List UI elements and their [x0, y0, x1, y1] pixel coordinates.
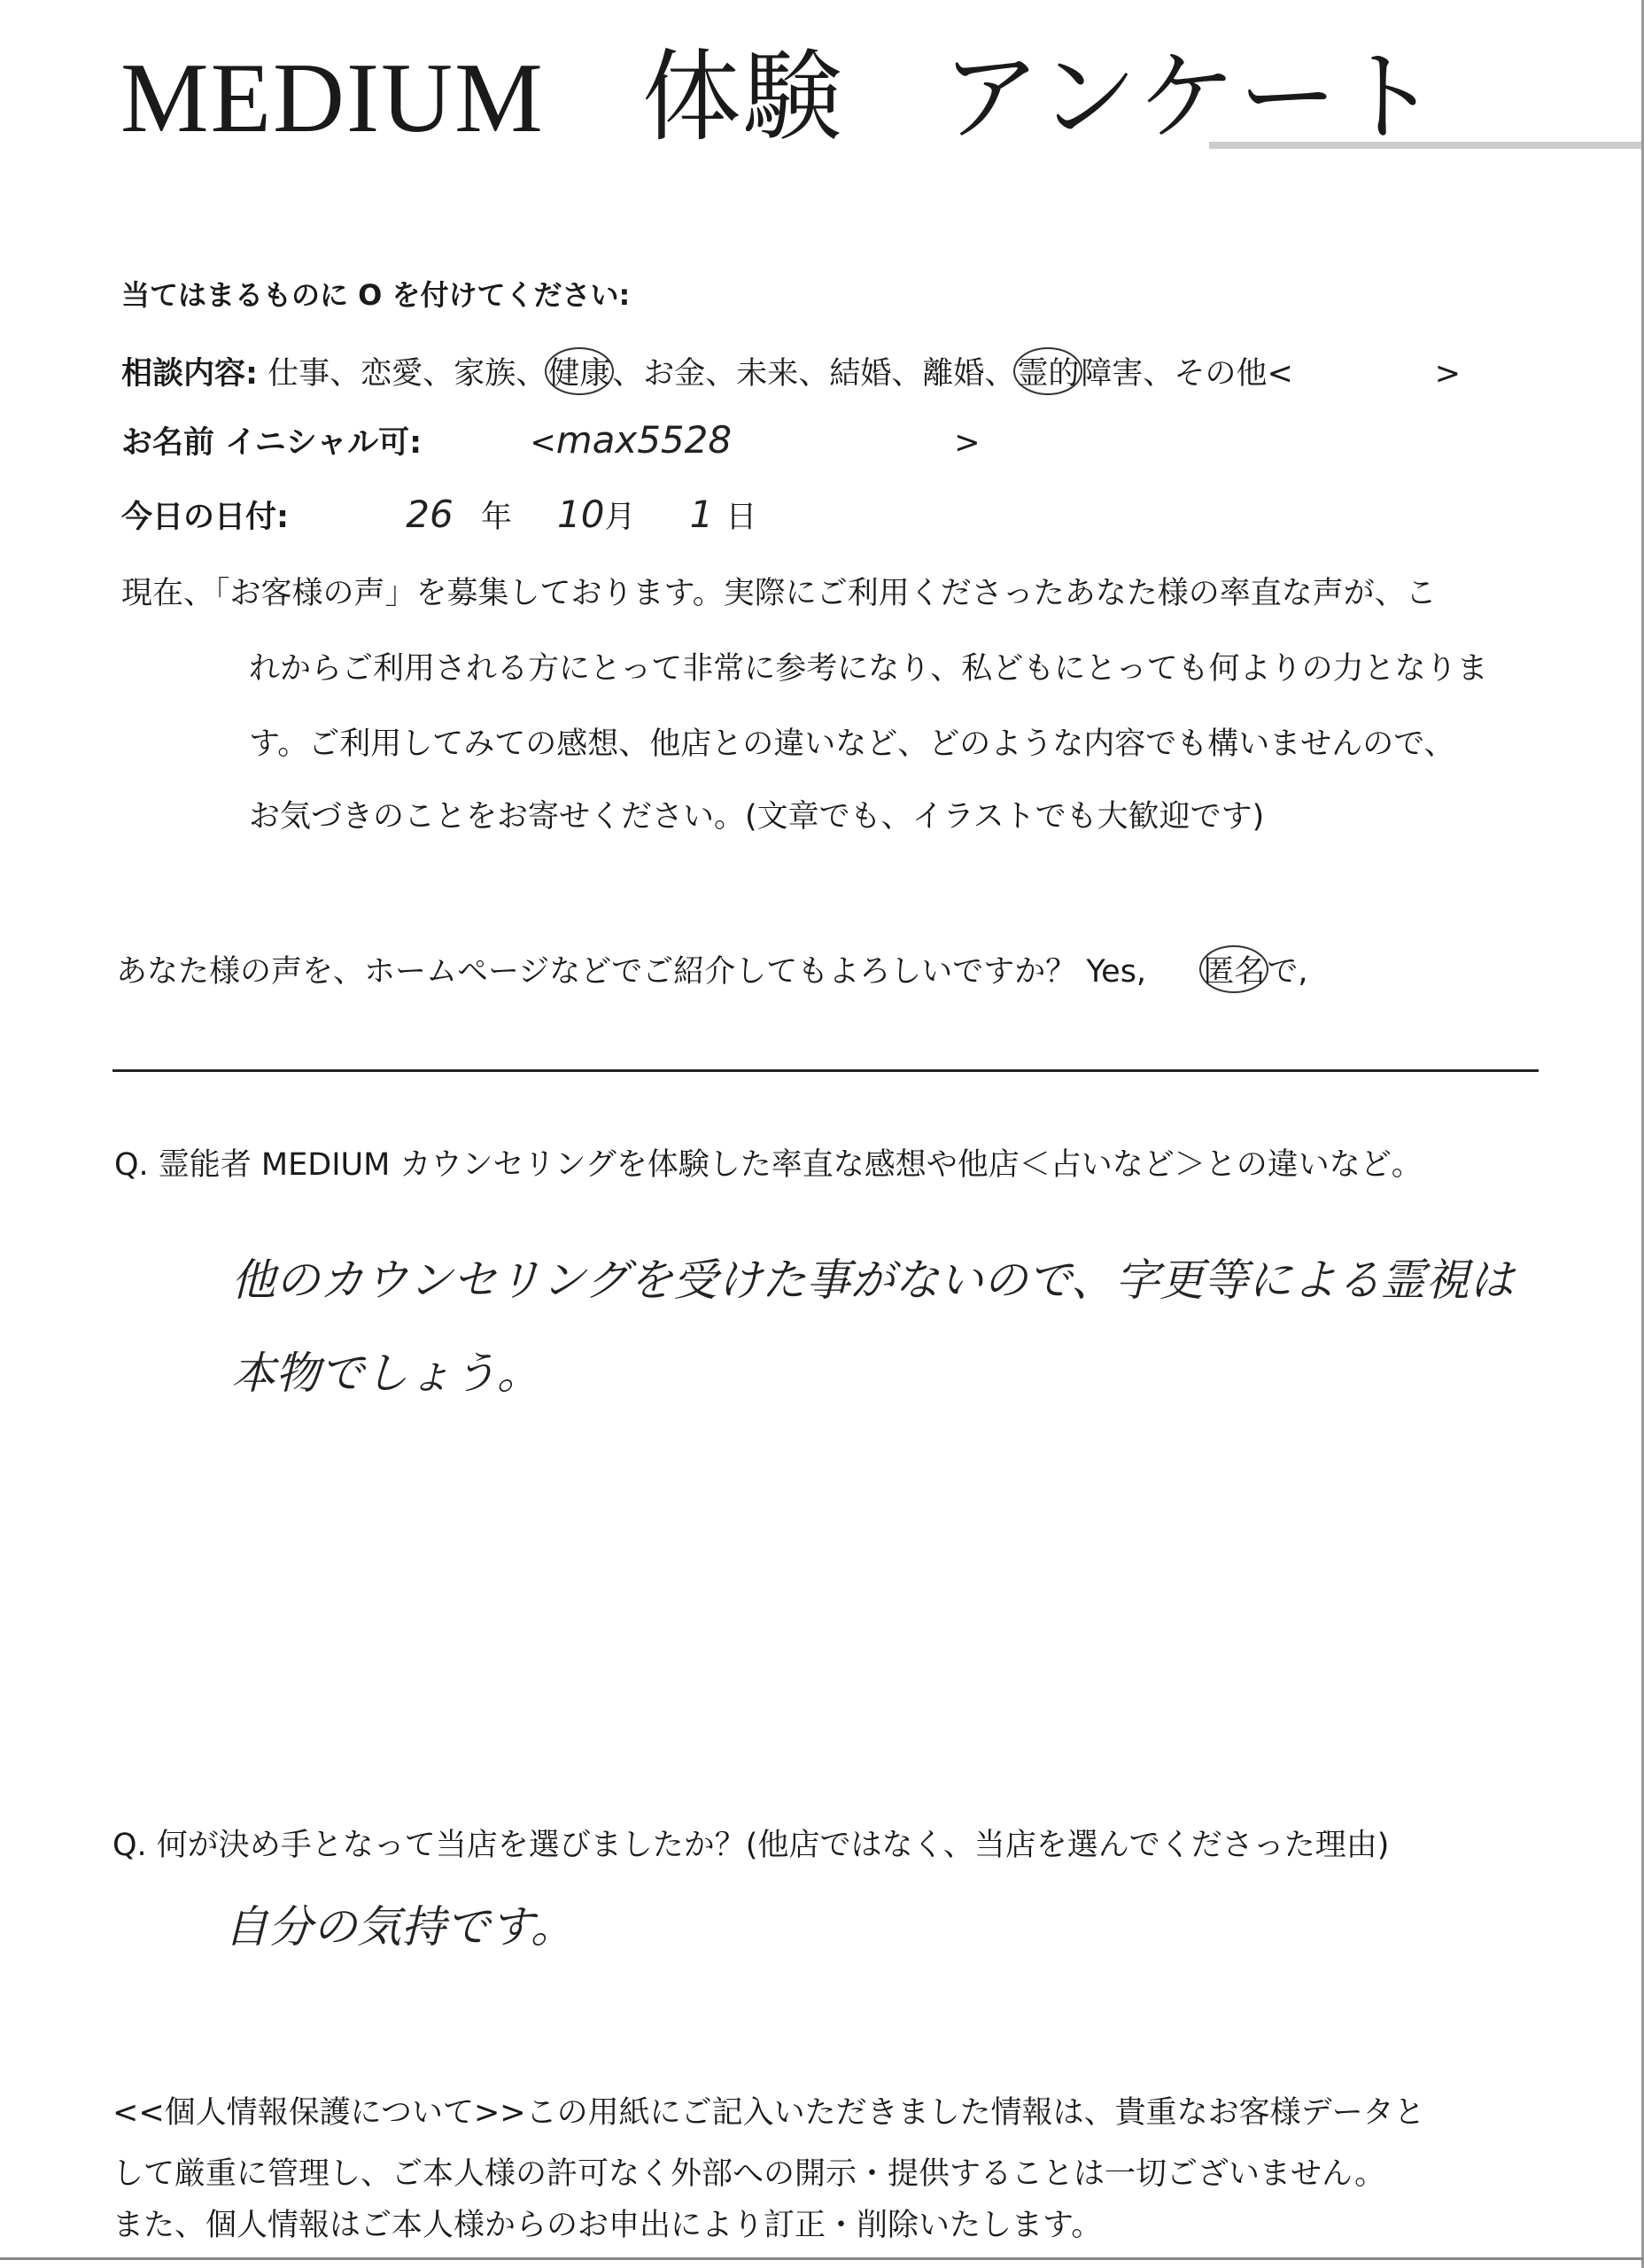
- consult-option: 離婚: [922, 356, 985, 392]
- consult-option: 健康: [545, 347, 614, 395]
- name-row: [121, 418, 981, 462]
- consent-question: あなた様の声を、ホームページなどでご紹介してもよろしいですか？ Yes,: [116, 954, 1147, 990]
- q1-answer-line: 本物でしょう。: [231, 1348, 541, 1399]
- date-row: [121, 493, 756, 537]
- consult-option: お金: [643, 356, 706, 392]
- q2-question: Q. 何が決め手となって当店を選びましたか？(他店ではなく、当店を選んでくださった理由): [112, 1828, 1390, 1863]
- scan-bottom-edge: [0, 2257, 1644, 2260]
- date-label: 今日の日付:: [121, 500, 289, 535]
- date-day: 1: [689, 493, 714, 536]
- title-word1: 体験: [641, 43, 844, 153]
- name-value: max5528: [555, 418, 733, 462]
- date-year: 26: [406, 493, 454, 536]
- separator: 、: [330, 356, 361, 392]
- instruction: 当てはまるものに O を付けてください:: [121, 278, 631, 312]
- intro-line: す。ご利用してみての感想、他店との違いなど、どのような内容でも構いませんので、: [249, 726, 1455, 762]
- consult-label: 相談内容:: [121, 356, 258, 392]
- day-unit: 日: [725, 500, 757, 535]
- separator: 、: [705, 356, 737, 392]
- intro-line: お気づきのことをお寄せください。(文章でも、イラストでも大歓迎です): [249, 799, 1265, 835]
- separator: 、: [612, 356, 644, 392]
- divider: [112, 1069, 1539, 1072]
- other-close: >: [1434, 356, 1462, 392]
- consult-option: 家族: [454, 356, 516, 392]
- month-unit: 月: [604, 500, 636, 535]
- name-close: >: [954, 425, 981, 461]
- name-label: お名前 イニシャル可:: [121, 425, 423, 461]
- privacy-line: して厳重に管理し、ご本人様の許可なく外部への開示・提供することは一切ございません。: [112, 2156, 1386, 2192]
- title-brand: MEDIUM: [120, 43, 545, 153]
- separator: 、: [423, 356, 454, 392]
- q1-question: Q. 霊能者 MEDIUM カウンセリングを体験した率直な感想や他店＜占いなど＞との違いなど。: [114, 1147, 1423, 1183]
- consult-row: [121, 347, 1461, 395]
- consult-option: その他: [1174, 356, 1268, 392]
- name-open: <: [530, 425, 556, 461]
- consent-option-anonymous: 匿名: [1199, 945, 1268, 993]
- other-open: <: [1267, 356, 1293, 392]
- separator: 、: [984, 356, 1016, 392]
- consult-option: 恋愛: [361, 356, 423, 392]
- intro-line: 現在、「お客様の声」を募集しております。実際にご利用くださったあなた様の率直な声が、こ: [121, 576, 1437, 611]
- q2-answer: 自分の気持です。: [224, 1901, 575, 1953]
- consent-suffix: で,: [1267, 954, 1308, 990]
- year-unit: 年: [480, 500, 512, 535]
- date-month: 10: [557, 493, 605, 536]
- consult-option: 仕事: [268, 356, 330, 392]
- intro-line: れからご利用される方にとって非常に参考になり、私どもにとっても何よりの力となりま: [249, 651, 1488, 687]
- separator: 、: [891, 356, 923, 392]
- separator: 、: [798, 356, 830, 392]
- page-title: [120, 18, 1440, 160]
- privacy-line: <<個人情報保護について>>この用紙にご記入いただきました情報は、貴重なお客様データと: [112, 2095, 1425, 2131]
- title-word2: アンケート: [941, 43, 1440, 153]
- consent-row: [116, 945, 1308, 993]
- consult-option: 霊的: [1013, 347, 1082, 395]
- consult-option: 未来: [736, 356, 799, 392]
- q1-answer-line: 他のカウンセリングを受けた事がないので、字更等による霊視は: [231, 1254, 1514, 1306]
- consult-options: [268, 356, 1267, 392]
- consult-option: 結婚: [829, 356, 892, 392]
- separator: 、: [516, 356, 547, 392]
- consult-option: 障害: [1081, 356, 1144, 392]
- separator: 、: [1143, 356, 1175, 392]
- privacy-line: また、個人情報はご本人様からのお申出により訂正・削除いたします。: [112, 2208, 1103, 2243]
